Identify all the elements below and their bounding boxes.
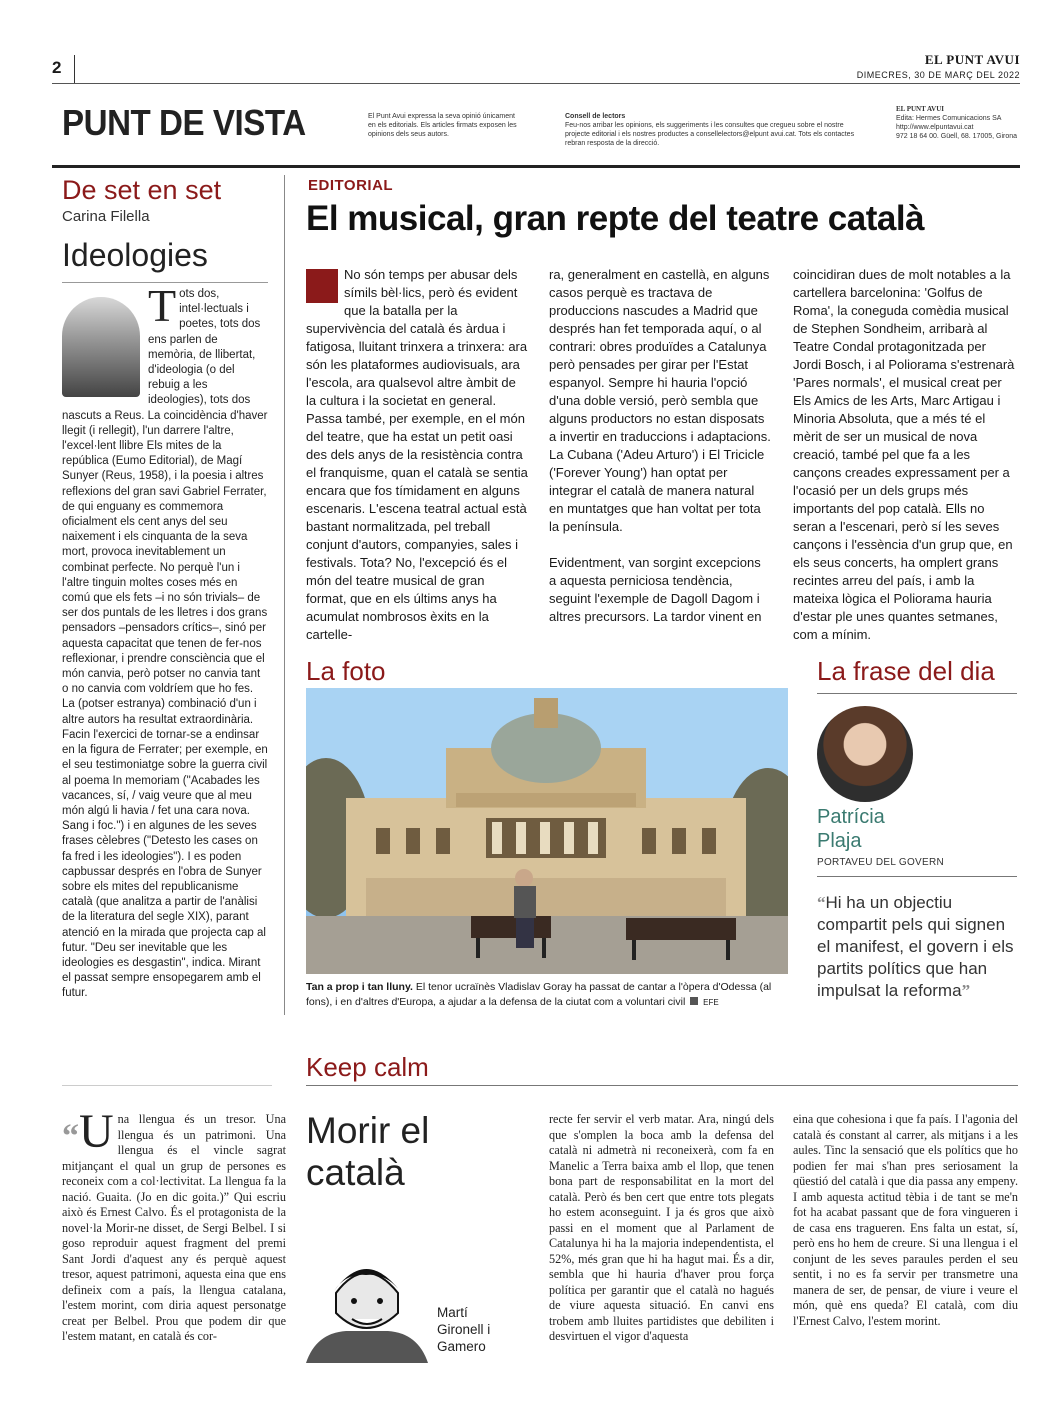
keep-calm-rule — [306, 1085, 1018, 1086]
publisher-line2: http://www.elpuntavui.cat — [896, 124, 974, 131]
publisher-line1: Edita: Hermes Comunicacions SA — [896, 115, 1002, 122]
keep-calm-col-1 — [62, 1105, 286, 1345]
keep-calm-title: Morir el català — [306, 1110, 430, 1193]
keep-calm-text-1: na llengua és un tresor. Una llengua és un patrimoni. Una llengua és el vincle sagrat mitjançant el qual un grup de persones es reconeix com a col·lectivitat. La llengua fa la nació. Guaita. (Jo en dic goita.)” Qui escriu això és Ernest Calvo. És el protagonista de la novel·la Morir-ne disset, de Sergi Belbel. I si goso reproduir aquest fragment del premi Sant Jordi d'aquest any és perquè aquest tresor, aquest patrimoni, aquesta eina que ens defineix com a país, la llengua catalana, l'estem morint, com diria aquest personatge creat per Belbel. Prou que podem dir que l'estem matant, en català és cor- — [62, 1112, 286, 1343]
column-author: Carina Filella — [62, 208, 150, 225]
caption-title: Tan a prop i tan lluny. — [306, 981, 413, 993]
keep-calm-open-quote-icon: “ — [62, 1118, 79, 1155]
keep-calm-col-2 — [549, 1112, 774, 1345]
quote-section-head — [817, 656, 1017, 694]
author-line-3: Gamero — [437, 1339, 486, 1354]
publisher-brand: EL PUNT AVUI — [896, 105, 944, 113]
top-rule — [52, 83, 1020, 84]
editorial-text-2b: Evidentment, van sorgint excepcions a aquesta perniciosa tendència, seguint l'exemple de Dagoll Dagom i altres precursors. La tardor vinent en — [549, 555, 762, 624]
author-line-1: Martí — [437, 1305, 468, 1320]
editorial-col-2 — [549, 266, 771, 626]
editorial-col-1 — [306, 266, 528, 644]
publisher-line3: 972 18 64 00. Güell, 68. 17005, Girona — [896, 133, 1018, 140]
speaker-portrait — [817, 706, 913, 802]
column-divider — [284, 175, 285, 1015]
column-dropcap: T — [148, 280, 177, 331]
opinion-column — [62, 175, 268, 1002]
caption-text: El tenor ucraïnès Vladislav Goray ha passat de cantar a l'òpera d'Odessa (al fons), i en d'altres d'Europa, a ajudar a la defensa de la ciutat com a voluntari civil — [306, 981, 772, 1008]
author-illustration — [306, 1253, 428, 1363]
opera-photo — [306, 688, 788, 974]
masthead — [857, 52, 1020, 80]
editorial-col-3 — [793, 266, 1015, 644]
keep-calm-section: Keep calm — [306, 1052, 429, 1082]
photo-caption — [306, 980, 788, 1010]
section-title: PUNT DE VISTA — [62, 102, 306, 143]
publisher-info — [896, 105, 1026, 141]
speaker-first-name: Patrícia — [817, 806, 885, 828]
keep-calm-dropcap — [62, 1105, 118, 1158]
column-body — [62, 280, 268, 1002]
editorial-kicker: EDITORIAL — [308, 177, 394, 194]
open-quote-icon: “ — [817, 893, 826, 912]
speaker-name — [817, 805, 885, 853]
brand-logo: EL PUNT AVUI — [924, 52, 1020, 67]
author-line-2: Gironell i — [437, 1322, 491, 1337]
keep-calm-author — [437, 1304, 490, 1355]
quote-section-rule — [817, 693, 1017, 694]
editorial-text-1: No són temps per abusar dels símils bèl·lics, però és evident que la batalla per la supervivència del català és àrdua i fatigosa, lluitant trinxera a trinxera: ara són les plataformes audiovisuals, ara l'escola, ara qualsevol altre àmbit de la cultura i la societat en general. Passa també, per exemple, en el món del teatre, que ha estat un petit oasi des dels anys de la resistència contra el franquisme, quan el català se sentia encara que fos tímidament en alguns escenaris. L'escena teatral actual està bastant normalitzada, pel treball conjunt d'autors, companyies, sales i festivals. Tota? No, l'excepció és el món del teatre musical de gran format, que en els últims anys ha acumulat nombrosos èxits en la cartelle- — [306, 267, 528, 642]
editorial-marker — [306, 269, 338, 303]
quote-section-title: La frase del dia — [817, 656, 995, 686]
photo-section-title: La foto — [306, 656, 386, 686]
photo-credit: EFE — [703, 998, 719, 1007]
keep-calm-left-rule — [62, 1085, 272, 1086]
section-rule — [52, 165, 1020, 168]
keep-calm-dropcap-letter: U — [79, 1105, 114, 1158]
page-number: 2 — [52, 55, 75, 83]
author-portrait — [62, 297, 140, 397]
speaker-role: PORTAVEU DEL GOVERN — [817, 857, 945, 868]
speaker-last-name: Plaja — [817, 830, 862, 852]
credit-square-icon — [690, 997, 698, 1005]
quote-body: Hi ha un objectiu compartit pels qui signen el manifest, el govern i els partits polítics que han impulsat la reforma — [817, 893, 1014, 1000]
readers-council — [565, 112, 855, 148]
column-text: ots dos, intel·lectuals i poetes, tots dos ens parlen de memòria, de llibertat, d'ideologia (o del rebuig a les ideologies), tots dos nascuts a Reus. La coincidència d'haver llegit (i rellegit), l'un darrere l'altre, l'excel·lent llibre Els mites de la república (Eumo Editorial), de Magí Sunyer (Reus, 1958), i la poesia i altres reflexions del gran savi Gabriel Ferrater, de qui enguany es commemora oficialment els cent anys del seu naixement i els cinquanta de la seva mort, provoca inevitablement un combinat perfecte. No perquè l'un i l'altre tinguin moltes coses més en comú que els fets –i no són trivials– de ser dos puntals de les lletres i dos grans pensadors –pensadors crítics–, sinó per aquesta capacitat que tenen de fer-nos reflexionar, i prendre consciència que el món canvia, però potser no canvia tant o no canvia com voldríem que ho fes. La (potser estranya) combinació d'un i altre autors ha resultat extraordinària. Facin l'exercici de tornar-se a endinsar en la figura de Ferrater; per exemple, en el seu testimoniatge sobre la guerra civil al poema In memoriam ("Acabades les vacances, sí, / vaig veure que al meu món algú li havia / fet una cara nova. Sang i foc.") i en algunes de les seves frases cèlebres ("Detesto les cases on fa fred i les ideologies"). I es poden capbussar després en l'obra de Sunyer sobre els mites del republicanisme català (que analitza a partir de l'anàlisi de la literatura del segle XIX), parant atenció en la mirada que projecta cap al futur. "Deu ser inevitable que les ideologies es desgastin", indica. Mirant el passat sempre ensopegarem amb el futur. — [62, 288, 268, 1000]
readers-council-text: Feu-nos arribar les opinions, els suggeriments i les consultes que cregueu sobre el nostre projecte editorial i els nostres productes a consellelectors@elpunt avui.cat. Tots els contactes rebran resposta de la direcció. — [565, 122, 855, 147]
column-section: De set en set — [62, 175, 222, 205]
keep-calm-text-2: recte fer servir el verb matar. Ara, ningú dels que s'omplen la boca amb la defensa del català ni admetrà ni reconeixerà, com fa en Manelic a Terra baixa amb el llop, que tenen bona part de responsabilitat en la mort del català. Però és ben cert que entre tots plegats ho estem aconseguint. I ja és gros que això passi en el moment que al Parlament de Catalunya hi ha la majoria independentista, el 52%, més gran que hi ha hagut mai. És a dir, sembla que hi hauria d'haver prou força política per garantir que el català no hagués de viure aquesta situació. En canvi ens trobem amb lluites partidistes que debiliten i desvirtuen el vigor d'aquesta — [549, 1112, 774, 1343]
editorial-headline: El musical, gran repte del teatre català — [306, 199, 925, 238]
keep-calm-text-3: eina que cohesiona i que fa país. I l'agonia del català és constant al carrer, als mitjans i a les aules. Tinc la sensació que els polítics que ho podien fer mai s'han pres seriosament la qüestió del català i que dia passa any empeny. I amb aquesta actitud tèbia i de tant se me'n fot ha acabat passant que de fora vingueren i de casa ens tragueren. Ens falta un estat, sí, però ens ho hem de creure. Si una llengua i el conjunt de les seves paraules perden el seu sentit, i no es fa servir per transmetre una manera de ser, de pensar, de viure i veure el món, què ens queda? El català, com diu l'Ernest Calvo, l'estem morint. — [793, 1112, 1018, 1328]
quote-text — [817, 892, 1017, 1002]
close-quote-icon: ” — [961, 981, 971, 1000]
readers-council-title: Consell de lectors — [565, 113, 626, 120]
quote-rule — [817, 876, 1017, 877]
keep-calm-col-3 — [793, 1112, 1018, 1329]
opinion-disclaimer: El Punt Avui expressa la seva opinió únicament en els editorials. Els articles firmats exposen les opinions dels seus autors. — [368, 113, 517, 138]
editorial-text-2a: ra, generalment en castellà, en alguns casos perquè es tractava de produccions nascudes a Madrid que després han fet temporada aquí, o al contrari: obres produïdes a Catalunya però pensades per girar per l'Estat espanyol. Sempre hi hauria l'opció d'una doble versió, però sembla que alguns productors no estan disposats a invertir en traduccions i adaptacions. La Cubana ('Adeu Arturo') i El Tricicle ('Forever Young') han optat per integrar el català de manera natural en muntatges que han voltat per tota la península. — [549, 267, 771, 534]
column-title: Ideologies — [62, 237, 208, 273]
editorial-text-3: coincidiran dues de molt notables a la cartellera barcelonina: 'Golfus de Roma', la coneguda comèdia musical de Stephen Sondheim, arribarà al Teatre Condal protagonitzada per Jordi Bosch, i al Poliorama s'estrenarà 'Pares normals', el musical creat per Els Amics de les Arts, Marc Artigau i Minoria Absoluta, que a més té el mèrit de ser un musical de nova creació, també pel que fa a les cançons creades expressament per a l'ocasió per un dels grups més importants del pop català. Ells no seran a l'escenari, però sí les seves cançons i l'essència d'un grup que, en els seus concerts, ha omplert grans recintes arreu del país, i amb la mateixa lògica el Poliorama hauria d'estar ple unes quantes setmanes, com a mínim. — [793, 267, 1015, 642]
issue-date: DIMECRES, 30 DE MARÇ DEL 2022 — [856, 70, 1020, 80]
